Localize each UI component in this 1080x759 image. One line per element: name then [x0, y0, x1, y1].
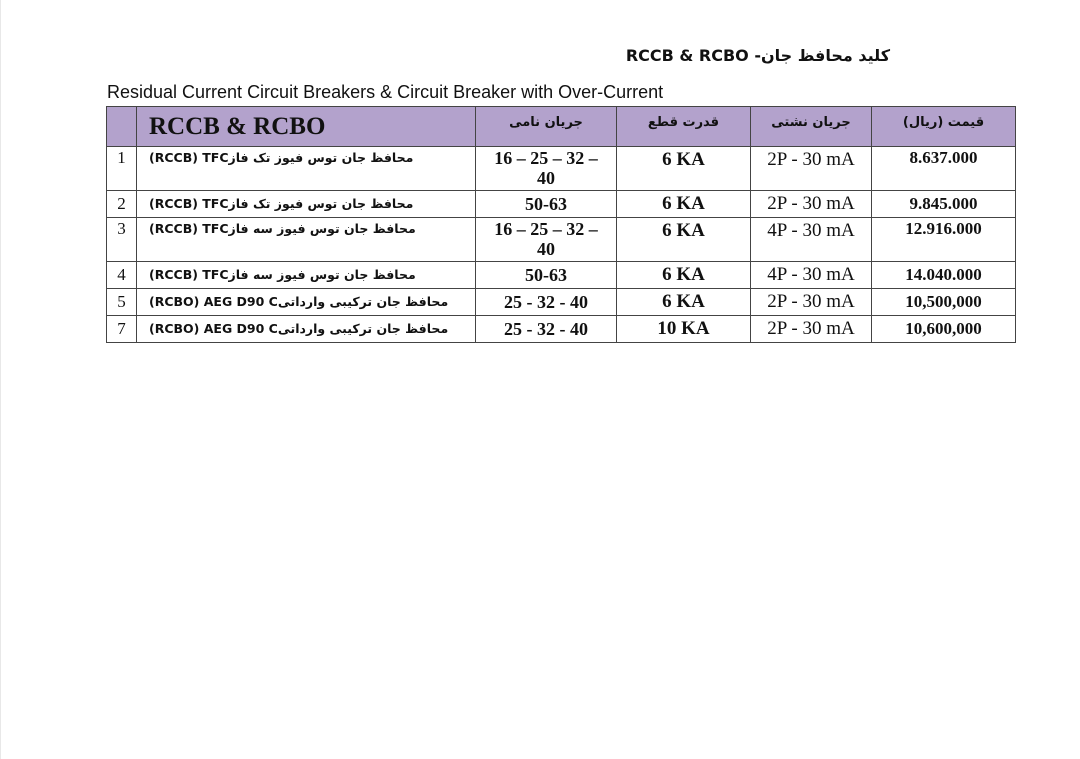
row-rated-current	[476, 218, 617, 262]
row-price: 10,600,000	[872, 316, 1016, 343]
row-number: 7	[107, 316, 137, 343]
table-row	[107, 147, 1016, 191]
header-price: قیمت (ریال)	[872, 107, 1016, 147]
row-rated-current: 50-63	[476, 262, 617, 289]
header-breaking-capacity: قدرت قطع	[617, 107, 751, 147]
row-leakage-current: 2P - 30 mA	[751, 289, 872, 316]
row-leakage-current: 2P - 30 mA	[751, 316, 872, 343]
table-row	[107, 218, 1016, 262]
row-description: محافظ جان توس فیوز تک فازRCCB) TFC)	[137, 191, 476, 218]
document-title-persian: کلید محافظ جان- RCCB & RCBO	[625, 46, 890, 65]
row-leakage-current: 4P - 30 mA	[751, 262, 872, 289]
price-table	[106, 106, 1016, 343]
row-number: 4	[107, 262, 137, 289]
row-description: محافظ جان توس فیوز تک فازRCCB) TFC)	[137, 147, 476, 191]
table-row	[107, 191, 1016, 218]
row-price: 10,500,000	[872, 289, 1016, 316]
row-breaking-capacity: 6 KA	[617, 218, 751, 262]
row-rated-current: 25 - 32 - 40	[476, 316, 617, 343]
row-number: 1	[107, 147, 137, 191]
table-row	[107, 262, 1016, 289]
row-number: 2	[107, 191, 137, 218]
header-number-cell	[107, 107, 137, 147]
row-price: 9.845.000	[872, 191, 1016, 218]
row-breaking-capacity: 6 KA	[617, 191, 751, 218]
row-description: محافظ جان توس فیوز سه فازRCCB) TFC)	[137, 262, 476, 289]
row-leakage-current: 2P - 30 mA	[751, 147, 872, 191]
rated-current-text: 16 – 25 – 32 – 40	[494, 219, 598, 259]
row-breaking-capacity: 6 KA	[617, 262, 751, 289]
document-title-english: Residual Current Circuit Breakers & Circuit Breaker with Over-Current	[107, 82, 664, 102]
row-number: 3	[107, 218, 137, 262]
rated-current-text: 16 – 25 – 32 – 40	[494, 148, 598, 188]
row-number: 5	[107, 289, 137, 316]
row-description: محافظ جان ترکیبی وارداتیRCBO) AEG D90 C)	[137, 289, 476, 316]
row-description: محافظ جان ترکیبی وارداتیRCBO) AEG D90 C)	[137, 316, 476, 343]
row-rated-current: 25 - 32 - 40	[476, 289, 617, 316]
row-price: 12.916.000	[872, 218, 1016, 262]
table-row	[107, 316, 1016, 343]
table-header-row	[107, 107, 1016, 147]
row-description: محافظ جان توس فیوز سه فازRCCB) TFC)	[137, 218, 476, 262]
row-rated-current	[476, 147, 617, 191]
row-price: 8.637.000	[872, 147, 1016, 191]
row-leakage-current: 2P - 30 mA	[751, 191, 872, 218]
header-rated-current: جریان نامی	[476, 107, 617, 147]
row-leakage-current: 4P - 30 mA	[751, 218, 872, 262]
row-rated-current: 50-63	[476, 191, 617, 218]
row-breaking-capacity: 6 KA	[617, 147, 751, 191]
header-leakage-current: جریان نشتی	[751, 107, 872, 147]
table-row	[107, 289, 1016, 316]
row-price: 14.040.000	[872, 262, 1016, 289]
header-model: RCCB & RCBO	[137, 107, 476, 147]
row-breaking-capacity: 6 KA	[617, 289, 751, 316]
row-breaking-capacity: 10 KA	[617, 316, 751, 343]
